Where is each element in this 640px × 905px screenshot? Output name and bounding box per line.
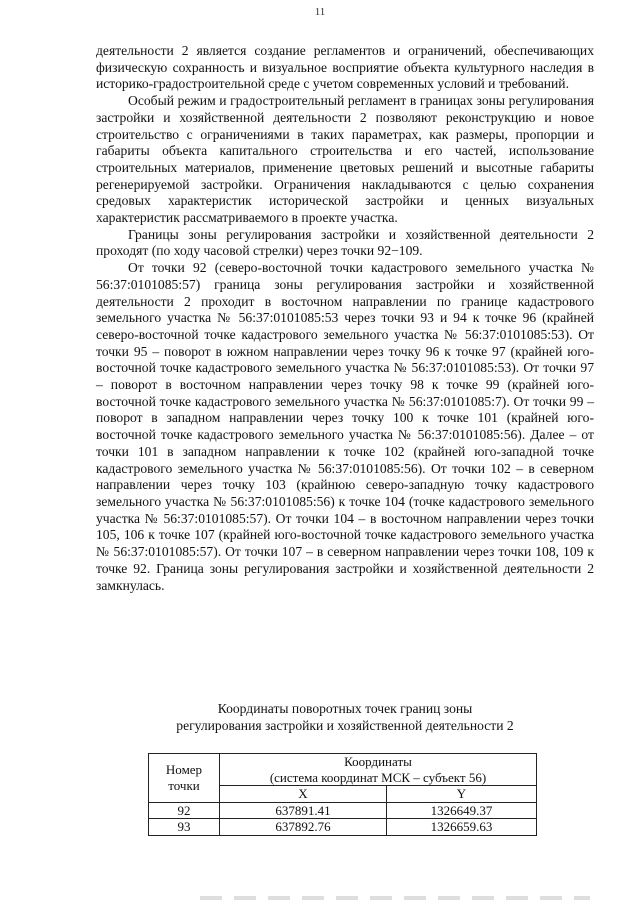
header-y: Y [387,786,537,803]
header-point-number-line-1: Номер [165,762,203,778]
table-header-row [149,754,537,786]
header-point-number [149,754,220,803]
paragraph-4: От точки 92 (северо-восточной точки кадастрового земельного участка № 56:37:0101085:57) граница зоны регулирования застройки и хозяйственной деятельности 2 проходит в восточном направлении по границе кадастрового земельного участка № 56:37:0101085:53 через точки 93 и 94 к точке 96 (крайней северо-восточной точке кадастрового земельного участка № 56:37:0101085:53). От точки 95 – поворот в южном направлении через точку 96 к точке 97 (крайней юго-восточной точке кадастрового земельного участка № 56:37:0101085:53). От точки 97 – поворот в восточном направлении через точку 98 к точке 99 (крайней юго-восточной точке кадастрового земельного участка № 56:37:0101085:7). От точки 99 – поворот в западном направлении через точку 100 к точке 101 (крайней юго-восточной точке кадастрового земельного участка № 56:37:0101085:56). Далее – от точки 101 в западном направлении к точке 102 (крайней юго-западной точке кадастрового земельного участка № 56:37:0101085:56). От точки 102 – в северном направлении через точку 103 (крайнюю северо-западную точку кадастрового земельного участка № 56:37:0101085:56) к точке 104 (точке кадастрового земельного участка № 56:37:0101085:57). От точки 104 – в восточном направлении через точки 105, 106 к точке 107 (крайней юго-восточной точке кадастрового земельного участка № 56:37:0101085:57). От точки 107 – в северном направлении через точки 108, 109 к точке 92. Граница зоны регулирования застройки и хозяйственной деятельности 2 замкнулась. [96,260,594,593]
header-coordinates-line-2: (система координат МСК – субъект 56) [269,769,487,785]
header-x: X [220,786,387,803]
cut-off-text-line [200,896,590,900]
cell-point-number: 92 [149,802,220,819]
cell-y: 1326659.63 [387,819,537,836]
header-coordinates-line-1: Координаты [344,754,412,769]
cell-y: 1326649.37 [387,802,537,819]
table-caption-line-1: Координаты поворотных точек границ зоны [217,701,473,716]
header-coordinates [220,754,537,786]
coordinates-table [148,753,537,836]
table-row [149,819,537,836]
table-caption [96,700,594,734]
table-caption-line-2: регулирования застройки и хозяйственной деятельности 2 [176,718,514,733]
cell-point-number: 93 [149,819,220,836]
header-point-number-line-2: точки [168,777,200,793]
body-text [96,43,594,594]
paragraph-1: деятельности 2 является создание регламентов и ограничений, обеспечивающих физическую сохранность и визуальное восприятие объекта культурного наследия в историко-градостроительной среде с учетом современных условий и требований. [96,43,594,92]
table-row [149,802,537,819]
paragraph-2: Особый режим и градостроительный регламент в границах зоны регулирования застройки и хозяйственной деятельности 2 позволяют реконструкцию и новое строительство с ограничениями в таких параметрах, как размеры, пропорции и габариты объекта капитального строительства и его частей, использование строительных материалов, применение цветовых решений и высотные габариты регенерируемой застройки. Ограничения накладываются с целью сохранения средовых характеристик исторической застройки и ценных визуальных характеристик рассматриваемого в проекте участка. [96,93,594,226]
cell-x: 637892.76 [220,819,387,836]
page-number: 11 [314,6,326,18]
cell-x: 637891.41 [220,802,387,819]
paragraph-3: Границы зоны регулирования застройки и хозяйственной деятельности 2 проходят (по ходу часовой стрелки) через точки 92−109. [96,226,594,259]
